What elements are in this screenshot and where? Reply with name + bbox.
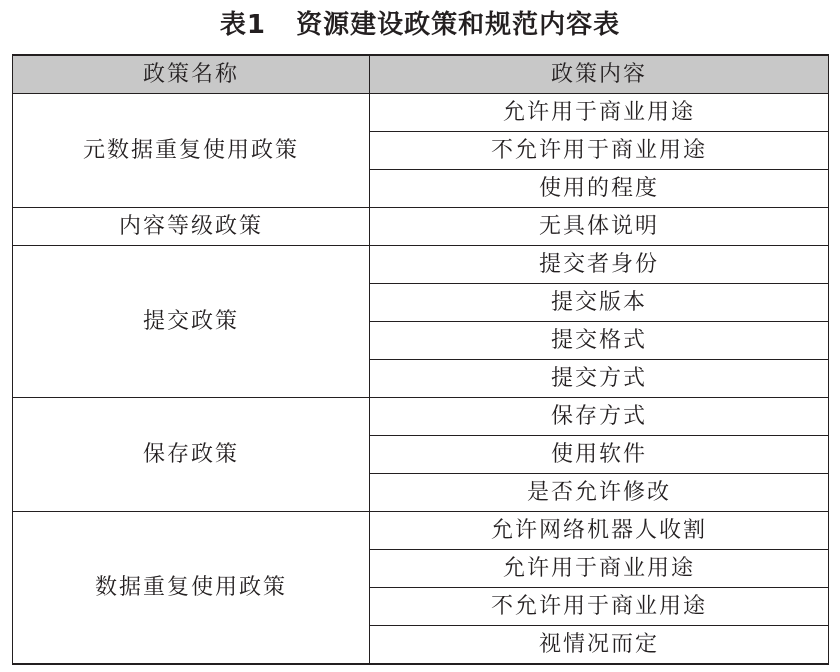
policy-name-cell: 保存政策 <box>13 398 370 512</box>
policy-content-cell: 提交方式 <box>370 360 829 398</box>
table-caption: 表1 资源建设政策和规范内容表 <box>219 10 621 40</box>
table-row <box>13 208 829 246</box>
policy-content-cell: 允许用于商业用途 <box>370 550 829 588</box>
policy-content-cell: 提交版本 <box>370 284 829 322</box>
policy-content-cell: 提交者身份 <box>370 246 829 284</box>
policy-content-cell: 使用的程度 <box>370 170 829 208</box>
header-row <box>13 55 829 94</box>
policy-name-cell: 数据重复使用政策 <box>13 512 370 665</box>
policy-name-cell: 内容等级政策 <box>13 208 370 246</box>
policy-content-cell: 是否允许修改 <box>370 474 829 512</box>
table-row <box>13 246 829 284</box>
table-row <box>13 512 829 550</box>
policy-content-cell: 无具体说明 <box>370 208 829 246</box>
policy-content-cell: 提交格式 <box>370 322 829 360</box>
policy-content-cell: 视情况而定 <box>370 626 829 665</box>
policy-name-cell: 提交政策 <box>13 246 370 398</box>
table-row <box>13 94 829 132</box>
policy-content-cell: 允许用于商业用途 <box>370 94 829 132</box>
policy-content-cell: 保存方式 <box>370 398 829 436</box>
header-policy-name: 政策名称 <box>13 55 370 94</box>
policy-content-cell: 不允许用于商业用途 <box>370 132 829 170</box>
policy-table <box>12 54 829 665</box>
policy-content-cell: 不允许用于商业用途 <box>370 588 829 626</box>
table-row <box>13 398 829 436</box>
header-policy-content: 政策内容 <box>370 55 829 94</box>
policy-content-cell: 使用软件 <box>370 436 829 474</box>
policy-content-cell: 允许网络机器人收割 <box>370 512 829 550</box>
policy-name-cell: 元数据重复使用政策 <box>13 94 370 208</box>
